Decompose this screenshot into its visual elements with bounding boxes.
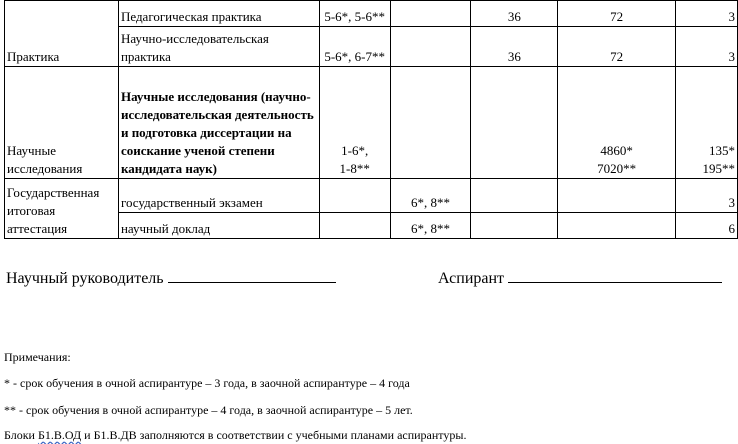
- semester-cell: [319, 179, 390, 213]
- table-cell: 72: [558, 27, 676, 67]
- supervisor-label: Научный руководитель: [6, 270, 164, 287]
- table-cell: [471, 179, 558, 213]
- discipline-name: государственный экзамен: [118, 179, 319, 213]
- credits-line: 195**: [702, 161, 735, 176]
- table-cell: 3: [676, 27, 738, 67]
- hours-line: 7020**: [597, 161, 637, 176]
- note-text: Блоки: [4, 428, 35, 442]
- credits-line: 135*: [709, 143, 735, 158]
- section-cell: Научные исследования: [5, 67, 119, 179]
- table-row: [5, 179, 738, 213]
- note-item: ** - срок обучения в очной аспирантуре – 4 года, в заочной аспирантуре – 5 лет.: [4, 403, 413, 417]
- table-row: [5, 67, 738, 179]
- discipline-name: научный доклад: [118, 213, 319, 239]
- discipline-name: Педагогическая практика: [118, 1, 319, 27]
- table-cell: 72: [558, 1, 676, 27]
- discipline-name: Научно-исследовательская практика: [118, 27, 319, 67]
- table-cell: 36: [471, 27, 558, 67]
- student-label: Аспирант: [438, 270, 505, 287]
- table-cell: 3: [676, 1, 738, 27]
- supervisor-signature: [6, 270, 336, 288]
- table-cell: [676, 67, 738, 179]
- table-cell: [471, 213, 558, 239]
- semester-cell: [319, 67, 390, 179]
- exam-cell: 6*, 8**: [390, 179, 471, 213]
- curriculum-table: [4, 0, 738, 239]
- table-cell: 6: [676, 213, 738, 239]
- student-signature: [438, 270, 722, 288]
- exam-cell: [390, 67, 471, 179]
- table-row: [5, 1, 738, 27]
- semester-line: 1-6*,: [341, 143, 369, 158]
- exam-cell: [390, 1, 471, 27]
- section-cell: Государственная итоговая аттестация: [5, 179, 119, 239]
- note-item: * - срок обучения в очной аспирантуре – 3 года, в заочной аспирантуре – 4 года: [4, 376, 410, 390]
- semester-cell: 5-6*, 6-7**: [319, 27, 390, 67]
- note-item: [4, 428, 466, 443]
- signature-line: [168, 281, 336, 283]
- table-cell: [471, 67, 558, 179]
- table-cell: [558, 179, 676, 213]
- discipline-name: Научные исследования (научно-исследовательская деятельность и подготовка диссертации на соискание ученой степени кандидата наук): [118, 67, 319, 179]
- signature-line: [508, 281, 722, 283]
- semester-cell: [319, 213, 390, 239]
- hours-line: 4860*: [600, 143, 633, 158]
- table-cell: [558, 67, 676, 179]
- block-code: Б1.В.ОД: [37, 428, 82, 442]
- exam-cell: [390, 27, 471, 67]
- exam-cell: 6*, 8**: [390, 213, 471, 239]
- block-code: и Б1.В.ДВ: [84, 428, 137, 442]
- table-cell: 3: [676, 179, 738, 213]
- note-text: заполняются в соответствии с учебными планами аспирантуры.: [139, 428, 467, 442]
- section-cell: Практика: [5, 1, 119, 67]
- notes-title: Примечания:: [4, 350, 71, 364]
- table-cell: 36: [471, 1, 558, 27]
- semester-cell: 5-6*, 5-6**: [319, 1, 390, 27]
- semester-line: 1-8**: [339, 161, 370, 176]
- table-cell: [558, 213, 676, 239]
